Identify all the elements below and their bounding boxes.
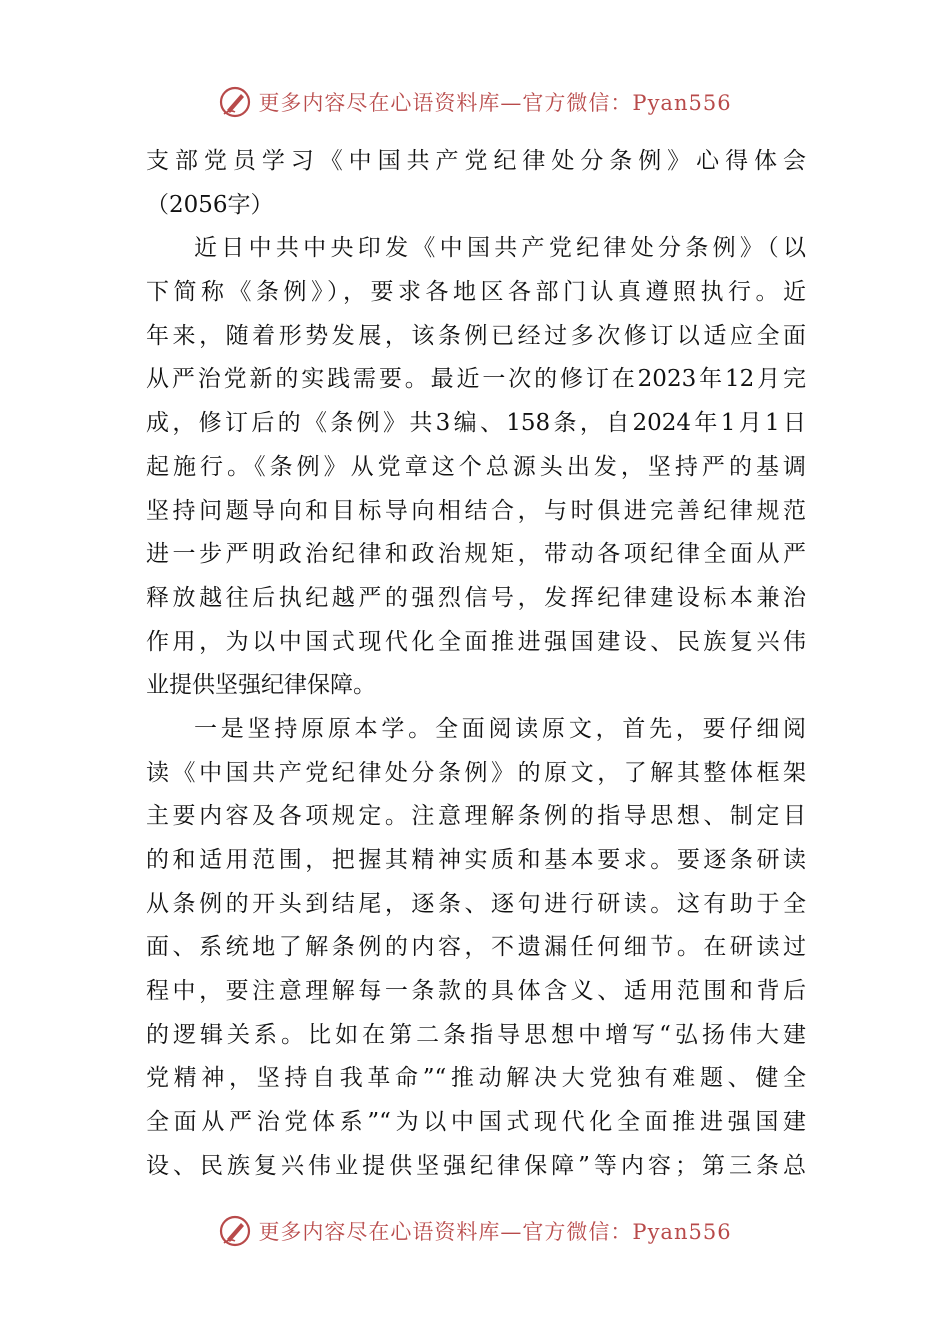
paragraph-line: 程中，要注意理解每一条款的具体含义、适用范围和背后 bbox=[146, 978, 806, 1005]
paragraph-line: 全面从严治党体系”“为以中国式现代化全面推进强国建 bbox=[146, 1109, 806, 1136]
paragraph-line: 面、系统地了解条例的内容，不遗漏任何细节。在研读过 bbox=[146, 934, 806, 961]
pen-circle-logo-icon bbox=[218, 85, 252, 119]
paragraph-line: 的和适用范围，把握其精神实质和基本要求。要逐条研读 bbox=[146, 847, 806, 873]
paragraph-study-original bbox=[146, 708, 806, 1189]
watermark-banner-bottom bbox=[0, 1211, 950, 1251]
watermark-text: 更多内容尽在心语资料库—官方微信：Pyan556 bbox=[258, 1220, 732, 1244]
paragraph-intro bbox=[146, 227, 806, 708]
document-body bbox=[146, 140, 806, 1189]
paragraph-line: 读《中国共产党纪律处分条例》的原文，了解其整体框架 bbox=[146, 759, 806, 786]
paragraph-line: 党精神，坚持自我革命”“推动解决大党独有难题、健全 bbox=[146, 1065, 806, 1092]
watermark-banner-top bbox=[0, 82, 950, 122]
paragraph-line: 成，修订后的《条例》共3编、158条，自2024年1月1日 bbox=[146, 410, 806, 437]
paragraph-line: 年来，随着形势发展，该条例已经过多次修订以适应全面 bbox=[146, 322, 806, 349]
paragraph-line: 作用，为以中国式现代化全面推进强国建设、民族复兴伟 bbox=[146, 628, 806, 655]
paragraph-line: 从条例的开头到结尾，逐条、逐句进行研读。这有助于全 bbox=[146, 890, 806, 917]
document-title-line: 支部党员学习《中国共产党纪律处分条例》心得体会 bbox=[146, 148, 806, 174]
paragraph-line: 进一步严明政治纪律和政治规矩，带动各项纪律全面从严 bbox=[146, 541, 806, 568]
paragraph-line: 释放越往后执纪越严的强烈信号，发挥纪律建设标本兼治 bbox=[146, 584, 806, 611]
paragraph-line: 的逻辑关系。比如在第二条指导思想中增写“弘扬伟大建 bbox=[146, 1021, 806, 1048]
paragraph-line: 起施行。《条例》从党章这个总源头出发，坚持严的基调 bbox=[146, 453, 806, 480]
paragraph-line: 设、民族复兴伟业提供坚强纪律保障”等内容；第三条总 bbox=[146, 1152, 806, 1179]
pen-circle-logo-icon bbox=[218, 1214, 252, 1248]
paragraph-line: 下简称《条例》），要求各地区各部门认真遵照执行。近 bbox=[146, 279, 806, 306]
paragraph-line: 近日中共中央印发《中国共产党纪律处分条例》（以 bbox=[194, 235, 806, 262]
paragraph-line: 一是坚持原原本学。全面阅读原文，首先，要仔细阅 bbox=[194, 715, 806, 742]
paragraph-line: 坚持问题导向和目标导向相结合，与时俱进完善纪律规范 bbox=[146, 497, 806, 524]
watermark-text: 更多内容尽在心语资料库—官方微信：Pyan556 bbox=[258, 91, 732, 115]
paragraph-line: 主要内容及各项规定。注意理解条例的指导思想、制定目 bbox=[146, 803, 806, 830]
paragraph-line: 从严治党新的实践需要。最近一次的修订在2023年12月完 bbox=[146, 366, 806, 393]
paragraph-line: 业提供坚强纪律保障。 bbox=[146, 672, 376, 699]
document-title-line: （2056字） bbox=[146, 191, 274, 218]
